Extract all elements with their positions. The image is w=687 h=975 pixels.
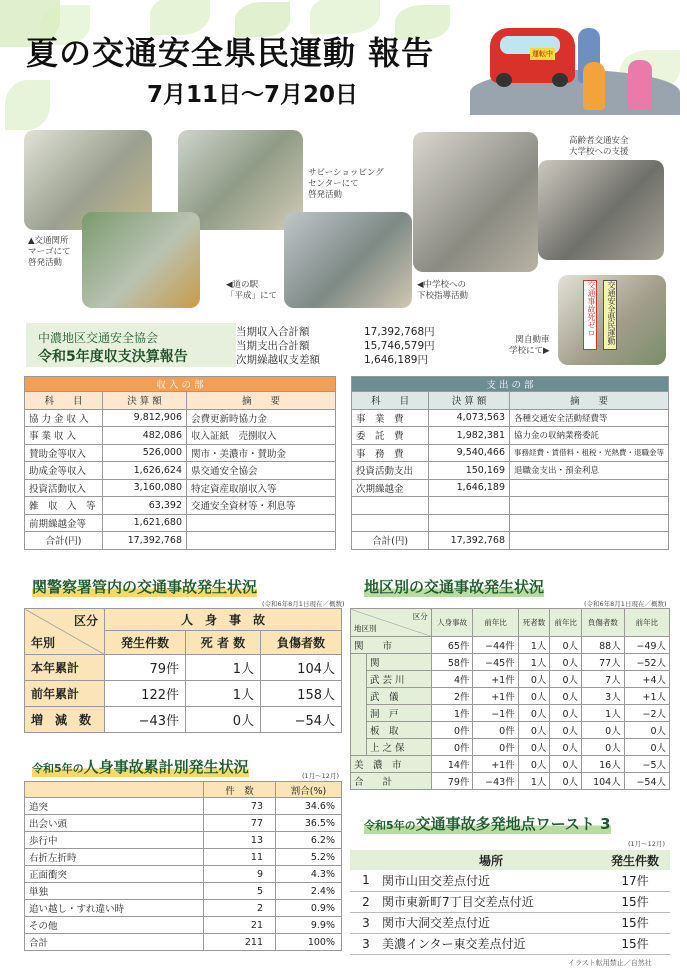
table-row: 単独 5 2.4% <box>25 883 342 900</box>
table-row: 洞 戸 1件 −1件 0人 0人 1人 −2人 <box>351 705 670 722</box>
table-row <box>352 497 669 515</box>
table-row: 増 減 数 −43件 0人 −54人 <box>25 707 342 733</box>
caption-traffic-checkpoint: ▲交通関所 マーゴにて 啓発活動 <box>28 236 71 268</box>
photo-elderly-class <box>538 160 664 260</box>
table-row: 正面衝突 9 4.3% <box>25 866 342 883</box>
cumulative-note: (1月〜12月) <box>302 772 339 780</box>
page-title: 夏の交通安全県民運動 報告 <box>26 34 435 72</box>
region-total-row: 合 計 79件 −43件 1人 0人 104人 −54人 <box>351 773 670 790</box>
car-illustration <box>490 28 575 83</box>
table-row: 追突 73 34.6% <box>25 798 342 815</box>
period-text: 7月11日〜7月20日 <box>147 82 359 108</box>
driving-sign: 運転中 <box>532 50 553 58</box>
table-row: 3 美濃インター東交差点付近 15件 <box>350 933 670 954</box>
table-row: 美 濃 市 14件 +1件 0人 0人 16人 −5人 <box>351 756 670 773</box>
table-row: 右折左折時 11 5.2% <box>25 849 342 866</box>
table-row: 協 力 金 収 入 9,812,906 会費更新時協力金 <box>25 409 336 427</box>
table-row: 前期繰越金等 1,621,680 <box>25 514 336 532</box>
police-note: (令和6年8月1日現在／概数) <box>262 600 345 608</box>
table-row: 関 市 65件 −44件 1人 0人 88人 −49人 <box>351 637 670 654</box>
summary-row: 次期繰越収支差額 1,646,189円 <box>236 354 428 366</box>
expense-total-row: 合計(円) 17,392,768 <box>352 532 669 550</box>
table-row: 事 業 収 入 482,086 収入証紙 売捌収入 <box>25 427 336 445</box>
cumulative-total-row: 合計 211 100% <box>25 934 342 951</box>
table-row: 1 関市山田交差点付近 17件 <box>350 870 670 891</box>
table-row: 賛助金等収入 526,000 関市・美濃市・賛助金 <box>25 444 336 462</box>
table-row: 追い越し・すれ違い時 2 0.9% <box>25 900 342 917</box>
settlement-title: 令和5年度収支決算報告 <box>38 349 188 365</box>
worst-section-title: 令和5年の交通事故多発地点ワースト 3 <box>364 815 611 833</box>
table-row: 武 芸 川 4件 +1件 0人 0人 7人 +4人 <box>351 671 670 688</box>
table-row: 前年累計 122件 1人 158人 <box>25 681 342 707</box>
table-row: 助成金等収入 1,626,624 県交通安全協会 <box>25 462 336 480</box>
leaf-decoration <box>5 80 50 130</box>
photo-roadside-station <box>82 212 200 308</box>
table-row: 委 託 費 1,982,381 協力金の収納業務委託 <box>352 427 669 445</box>
table-row: 2 関市東新町7丁目交差点付近 15件 <box>350 891 670 912</box>
table-row: 3 関市大洞交差点付近 15件 <box>350 912 670 933</box>
table-row: 歩行中 13 6.2% <box>25 832 342 849</box>
worst-note: (1月〜12月) <box>628 840 665 848</box>
cumulative-section-title: 令和5年の人身事故累計別発生状況 <box>32 758 249 776</box>
expense-table: 支 出 の 部 科 目 決 算 額 摘 要 事 業 費 4,073,563 各種交通安全活動経費等 委 託 費 1,982,381 協力金の収納業務委託 事 務 費 9,540,466 事務経費・賃借料・租税・光熱費・退職金等 投資活動支出 150,169 退職金支出・預金利息 次期繰越金 1,646,189 合計(円) 17,392,768 <box>351 376 669 550</box>
table-row: 投資活動収入 3,160,080 特定資産取崩収入等 <box>25 479 336 497</box>
summary-row: 当期収入合計額 17,392,768円 <box>236 326 435 338</box>
table-row: 投資活動支出 150,169 退職金支出・預金利息 <box>352 462 669 480</box>
boy-illustration <box>583 62 605 110</box>
table-row: 出会い頭 77 36.5% <box>25 815 342 832</box>
region-table: 区分 地区別 人身事故 前年比 死者数 前年比 負傷者数 前年比 関 市 65件 −44件 1人 0人 88人 −49人 関 58件 −45件 1人 0人 77人 −52人 武 芸 川 4件 +1件 0人 0人 7人 +4人 武 儀 2件 +1件 0人 0人 3人 +1人 洞 戸 1件 −1件 0人 0人 1人 −2人 板 取 0件 0件 0人 0人 0人 0人 上 之 保 0件 0件 0人 0人 0人 0人 美 濃 市 14件 +1件 0人 0人 16人 −5人 合 計 79件 −43件 1人 0人 104人 −54人 <box>350 608 670 790</box>
table-row: 雑 収 入 等 63,392 交通安全資材等・利息等 <box>25 497 336 515</box>
table-row: 本年累計 79件 1人 104人 <box>25 655 342 681</box>
photo-school-guidance <box>284 212 412 308</box>
banner-pole-2: 交通安全県民運動 <box>603 280 617 350</box>
income-table: 収 入 の 部 科 目 決 算 額 摘 要 協 力 金 収 入 9,812,906 会費更新時協力金 事 業 収 入 482,086 収入証紙 売捌収入 賛助金等収入 526,000 関市・美濃市・賛助金 助成金等収入 1,626,624 県交通安全協会 投資活動収入 3,160,080 特定資産取崩収入等 雑 収 入 等 63,392 交通安全資材等・利息等 前期繰越金等 1,621,680 合計(円) 17,392,768 <box>24 376 336 550</box>
table-row: 武 儀 2件 +1件 0人 0人 3人 +1人 <box>351 688 670 705</box>
footer-credit: イラスト転用禁止／自然社 <box>568 959 652 967</box>
table-row: その他 21 9.9% <box>25 917 342 934</box>
table-row: 関 58件 −45件 1人 0人 77人 −52人 <box>351 654 670 671</box>
region-section-title: 地区別の交通事故発生状況 <box>364 578 545 596</box>
caption-roadside-station: ◀道の駅 「平成」にて <box>226 280 278 301</box>
summary-row: 当期支出合計額 15,746,579円 <box>236 340 435 352</box>
table-row: 板 取 0件 0件 0人 0人 0人 0人 <box>351 722 670 739</box>
worst-table: 場所 発生件数 1 関市山田交差点付近 17件 2 関市東新町7丁目交差点付近 15件 3 関市大洞交差点付近 15件 3 美濃インター東交差点付近 15件 <box>350 850 670 955</box>
caption-shopping-center: サビーショッピング センターにて 啓発活動 <box>308 168 384 200</box>
settlement-summary <box>236 325 435 367</box>
caption-driving-school: 関自動車 学校にて▶ <box>509 335 550 356</box>
police-section-title: 関警察署管内の交通事故発生状況 <box>32 578 258 596</box>
cumulative-table: 件 数 割合(%) 追突 73 34.6% 出会い頭 77 36.5% 歩行中 13 6.2% 右折左折時 11 5.2% 正面衝突 9 4.3% 単独 5 2.4% 追い越し・すれ違い時 2 0.9% その他 21 9.9% 合計 211 100% <box>24 781 342 951</box>
photo-elderly-college <box>413 132 538 272</box>
banner-pole-1: 交通事故死ゼロ <box>583 280 597 350</box>
caption-elderly-college: 高齢者交通安全 大学校への支援 <box>569 136 629 157</box>
income-total-row: 合計(円) 17,392,768 <box>25 532 336 550</box>
settlement-org: 中濃地区交通安全協会 <box>38 331 159 345</box>
police-table: 区分 年別 人 身 事 故 発生件数 死 者 数 負傷者数 本年累計 79件 1人 104人 前年累計 122件 1人 158人 増 減 数 −43件 0人 −54人 <box>24 608 342 733</box>
caption-school-guidance: ◀中学校への 下校指導活動 <box>417 280 469 301</box>
table-row: 次期繰越金 1,646,189 <box>352 479 669 497</box>
table-row: 上 之 保 0件 0件 0人 0人 0人 0人 <box>351 739 670 756</box>
girl-illustration <box>628 60 652 110</box>
region-note: (令和6年8月1日現在／概数) <box>584 600 667 608</box>
table-row: 事 務 費 9,540,466 事務経費・賃借料・租税・光熱費・退職金等 <box>352 444 669 462</box>
expense-section-header: 支 出 の 部 <box>352 377 669 392</box>
table-row: 事 業 費 4,073,563 各種交通安全活動経費等 <box>352 409 669 427</box>
income-section-header: 収 入 の 部 <box>25 377 336 392</box>
table-row <box>352 514 669 532</box>
